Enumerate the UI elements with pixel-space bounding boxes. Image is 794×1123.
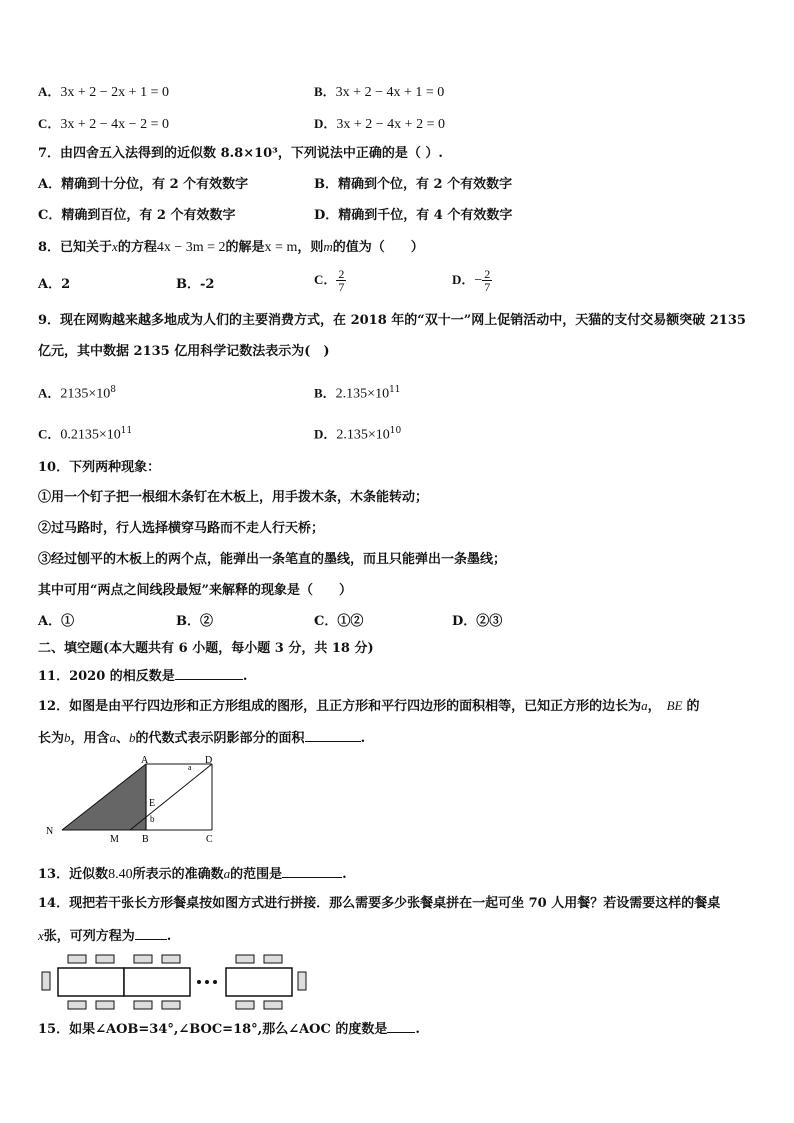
q10-stem: 10．下列两种现象： — [38, 460, 161, 475]
q15: 15．如果∠AOB=34°,∠BOC=18°,那么∠AOC 的度数是 . — [38, 1022, 420, 1037]
q6-option-b: B．3x + 2 − 4x + 1 = 0 — [314, 84, 445, 100]
section-heading: 二、填空题(本大题共有 6 小题，每小题 3 分，共 18 分) — [38, 641, 374, 656]
q13: 13．近似数8.40所表示的准确数a的范围是 . — [38, 866, 347, 882]
q8-option-a: A．2 — [38, 277, 71, 292]
q14-line2: x张，可列方程为 . — [38, 928, 172, 944]
q12-line2: 长为b，用含a、b的代数式表示阴影部分的面积 . — [38, 730, 366, 746]
q12-figure — [40, 754, 230, 846]
q9-option-d: D．$2.135\times 10^{10}$ — [314, 426, 402, 443]
label-side-b: b — [150, 814, 155, 824]
q9-line2: 亿元，其中数据 2135 亿用科学记数法表示为( ) — [38, 344, 330, 359]
label-side-a: a — [188, 763, 192, 772]
q7-stem: 7．由四舍五入法得到的近似数 8.8×10³，下列说法中正确的是（ ）. — [38, 146, 443, 161]
q10-option-c: C．①② — [314, 614, 364, 629]
q6-option-a: A．3x + 2 − 2x + 1 = 0 — [38, 84, 169, 100]
q14-line1: 14．现把若干张长方形餐桌按如图方式进行拼接．那么需要多少张餐桌拼在一起可坐 70 人用餐？若设需要这样的餐桌 — [38, 896, 721, 911]
q7-option-c: C．精确到百位，有 2 个有效数字 — [38, 208, 236, 223]
fraction: $\frac{2}{7}$ — [338, 267, 345, 294]
q9-option-b: B．$2.135\times 10^{11}$ — [314, 385, 401, 402]
label-a-point: A — [141, 755, 149, 766]
answer-blank — [282, 865, 342, 878]
q7-option-b: B．精确到个位，有 2 个有效数字 — [314, 177, 513, 192]
q8-option-d: D．− $\frac{2}{7}$ — [452, 267, 491, 294]
q8-option-b: B．-2 — [176, 277, 215, 292]
q7-option-a: A．精确到十分位，有 2 个有效数字 — [38, 177, 249, 192]
label-n-point: N — [46, 826, 54, 837]
q8-option-c: C． $\frac{2}{7}$ — [314, 267, 345, 294]
label-c-point: C — [206, 834, 213, 845]
label-d-point: D — [205, 755, 213, 766]
q9-option-c: C．$0.2135\times 10^{11}$ — [38, 426, 133, 443]
q10-item-1: ①用一个钉子把一根细木条钉在木板上，用手拨木条，木条能转动； — [38, 490, 429, 505]
answer-blank — [175, 667, 243, 680]
label-b-point: B — [142, 834, 149, 845]
q8-stem: 8．已知关于x的方程4x − 3m = 2的解是x = m，则m的值为（ ） — [38, 239, 424, 255]
q10-item-3: ③经过刨平的木板上的两个点，能弹出一条笔直的墨线，而且只能弹出一条墨线； — [38, 552, 507, 567]
answer-blank — [387, 1020, 415, 1033]
q10-item-2: ②过马路时，行人选择横穿马路而不走人行天桥； — [38, 521, 325, 536]
answer-blank — [305, 729, 361, 742]
answer-blank — [135, 927, 167, 940]
q10-option-b: B．② — [176, 614, 213, 629]
q10-option-d: D．②③ — [452, 614, 503, 629]
fraction: $\frac{2}{7}$ — [484, 267, 491, 294]
q9-option-a: A．$2135\times 10^8$ — [38, 385, 117, 402]
q14-tables-figure — [40, 952, 310, 1012]
q11: 11．2020 的相反数是 . — [38, 669, 248, 684]
q7-option-d: D．精确到千位，有 4 个有效数字 — [314, 208, 513, 223]
label-e-point: E — [149, 798, 156, 809]
q10-question: 其中可用“两点之间线段最短”来解释的现象是（ ） — [38, 583, 352, 598]
q6-option-d: D．3x + 2 − 4x + 2 = 0 — [314, 116, 445, 132]
q10-option-a: A．① — [38, 614, 75, 629]
q9-line1: 9．现在网购越来越多地成为人们的主要消费方式，在 2018 年的“双十一”网上促销活动中，天猫的支付交易额突破 2135 — [38, 313, 746, 328]
q6-option-c: C．3x + 2 − 4x − 2 = 0 — [38, 116, 169, 132]
label-m-point: M — [110, 834, 119, 845]
q12-line1: 12．如图是由平行四边形和正方形组成的图形，且正方形和平行四边形的面积相等，已知正方形的边长为a， BE 的 — [38, 698, 700, 714]
